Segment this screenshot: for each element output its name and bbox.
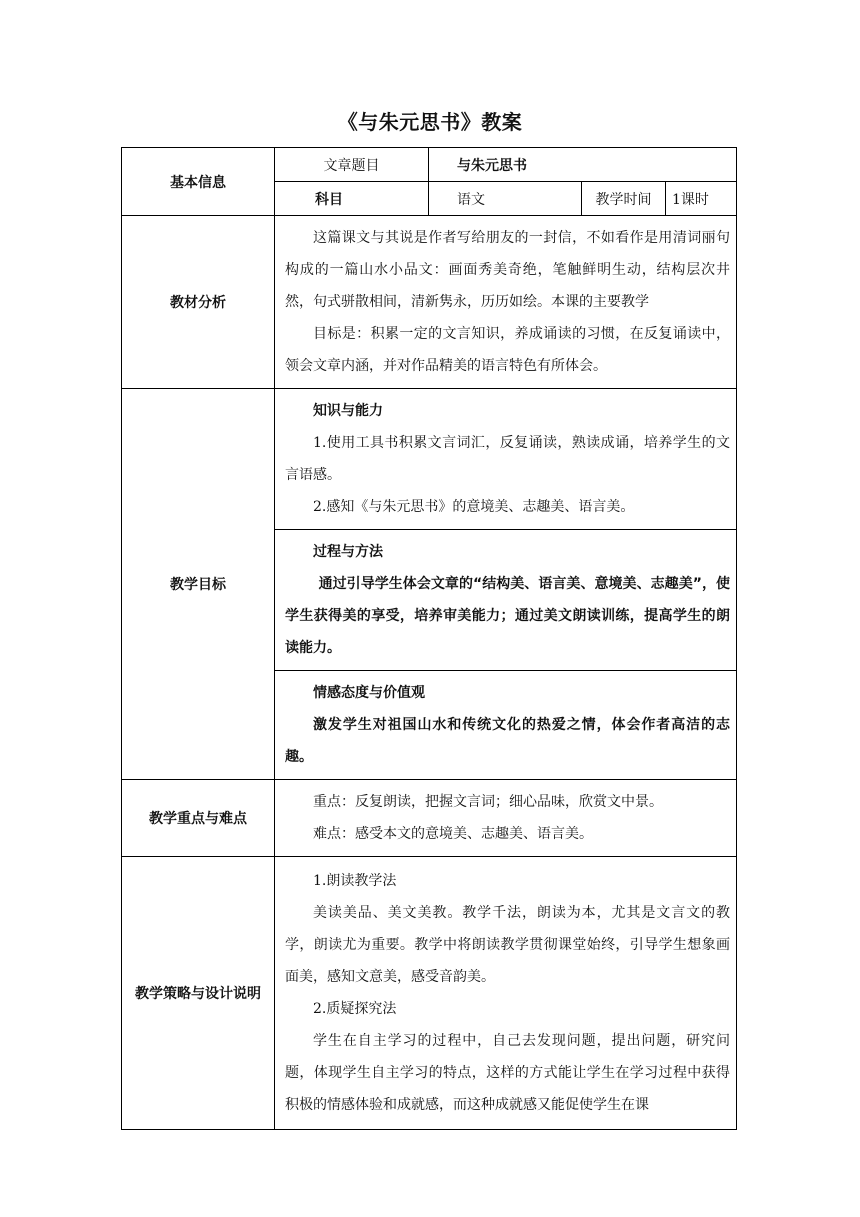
strategy-heading: 2.质疑探究法 [313,1001,397,1017]
topic-value: 与朱元思书 [429,148,737,182]
subject-label: 科目 [275,182,429,216]
difficulty-point: 难点：感受本文的意境美、志趣美、语言美。 [313,826,593,842]
analysis-content [275,216,737,389]
process-heading: 过程与方法 [313,544,383,560]
key-point: 重点：反复朗读，把握文言词；细心品味，欣赏文中景。 [313,794,663,810]
emotion-section [275,671,737,780]
time-value: 1课时 [666,182,737,216]
emotion-heading: 情感态度与价值观 [313,685,425,701]
time-label: 教学时间 [582,182,666,216]
knowledge-section [275,389,737,530]
strategy-content [275,857,737,1130]
knowledge-item: 1.使用工具书积累文言词汇，反复诵读，熟读成诵，培养学生的文言语感。 [285,435,730,483]
strategy-text: 学生在自主学习的过程中，自己去发现问题，提出问题，研究问题，体现学生自主学习的特点，这样的方式能让学生在学习过程中获得积极的情感体验和成就感，而这种成就感又能促使学生在课 [285,1033,730,1113]
knowledge-item: 2.感知《与朱元思书》的意境美、志趣美、语言美。 [313,499,635,515]
knowledge-heading: 知识与能力 [313,403,383,419]
analysis-paragraph: 这篇课文与其说是作者写给朋友的一封信，不如看作是用清词丽句构成的一篇山水小品文：画面秀美奇绝，笔触鲜明生动，结构层次井然，句式骈散相间，清新隽永，历历如绘。本课的主要教学 [285,230,730,310]
lesson-plan-table [121,147,737,1130]
strategy-text: 美读美品、美文美教。教学千法，朗读为本，尤其是文言文的教学，朗读尤为重要。教学中将朗读教学贯彻课堂始终，引导学生想象画面美，感知文意美，感受音韵美。 [285,905,730,985]
strategy-label: 教学策略与设计说明 [122,857,275,1130]
goals-label: 教学目标 [122,389,275,780]
emotion-text: 激发学生对祖国山水和传统文化的热爱之情，体会作者高洁的志趣。 [285,717,730,765]
strategy-heading: 1.朗读教学法 [313,873,397,889]
key-points-content [275,780,737,857]
process-section [275,530,737,671]
topic-label: 文章题目 [275,148,429,182]
analysis-label: 教材分析 [122,216,275,389]
subject-value: 语文 [429,182,582,216]
page-title: 《与朱元思书》教案 [337,110,523,134]
key-points-label: 教学重点与难点 [122,780,275,857]
analysis-paragraph: 目标是：积累一定的文言知识，养成诵读的习惯，在反复诵读中，领会文章内涵，并对作品精美的语言特色有所体会。 [285,326,730,374]
basic-info-label: 基本信息 [122,148,275,216]
process-text: 通过引导学生体会文章的“结构美、语言美、意境美、志趣美”，使学生获得美的享受，培养审美能力；通过美文朗读训练，提高学生的朗读能力。 [285,576,730,656]
